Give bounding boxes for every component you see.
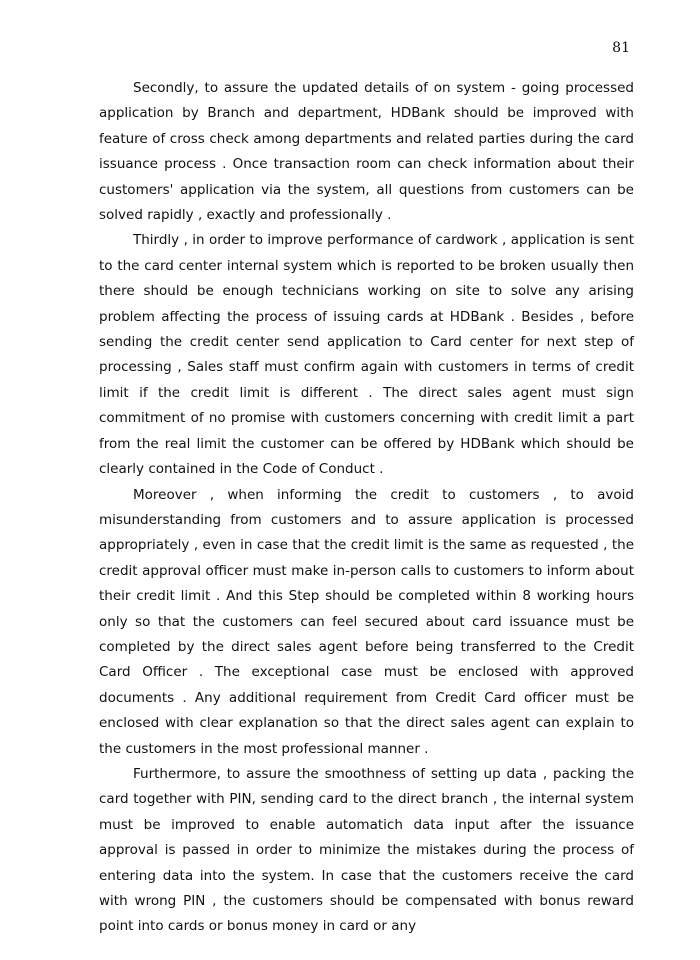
page-number: 81 xyxy=(612,40,630,56)
paragraph-furthermore: Furthermore, to assure the smoothness of setting up data , packing the card together with PIN, sending card to the direct branch , the internal system must be improved to enable automatich data input after the issuance approval is passed in order to minimize the mistakes during the process of entering data into the system. In case that the customers receive the card with wrong PIN , the customers should be compensated with bonus reward point into cards or bonus money in card or any xyxy=(99,765,634,935)
paragraph-moreover: Moreover , when informing the credit to customers , to avoid misunderstanding from customers and to assure application is processed appropriately , even in case that the credit limit is the same as requested , the credit approval officer must make in-person calls to customers to inform about their credit limit . And this Step should be completed within 8 working hours only so that the customers can feel secured about card issuance must be completed by the direct sales agent before being transferred to the Credit Card Officer . The exceptional case must be enclosed with approved documents . Any additional requirement from Credit Card officer must be enclosed with clear explanation so that the direct sales agent can explain to the customers in the most professional manner . xyxy=(99,486,634,757)
body-text xyxy=(99,76,634,940)
paragraph-secondly: Secondly, to assure the updated details of on system - going processed application by Branch and department, HDBank should be improved with feature of cross check among departments and related parties during the card issuance process . Once transaction room can check information about their customers' application via the system, all questions from customers can be solved rapidly , exactly and professionally . xyxy=(99,80,634,224)
paragraph-thirdly: Thirdly , in order to improve performance of cardwork , application is sent to the card center internal system which is reported to be broken usually then there should be enough technicians working on site to solve any arising problem affecting the process of issuing cards at HDBank . Besides , before sending the credit center send application to Card center for next step of processing , Sales staff must confirm again with customers in terms of credit limit if the credit limit is different . The direct sales agent must sign commitment of no promise with customers concerning with credit limit a part from the real limit the customer can be offered by HDBank which should be clearly contained in the Code of Conduct . xyxy=(99,232,634,478)
